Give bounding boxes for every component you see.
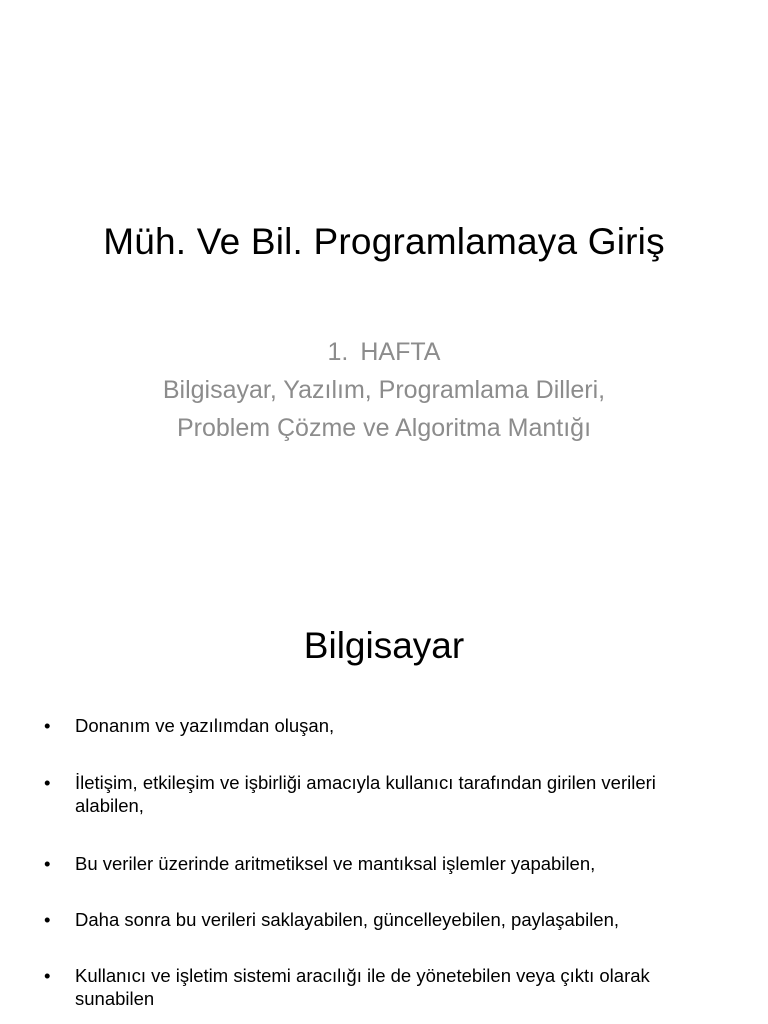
slide-subtitle (0, 333, 768, 447)
list-item (0, 964, 768, 1014)
week-number: 1. (327, 338, 349, 366)
content-slide (0, 576, 768, 1024)
bullet-icon: • (44, 772, 51, 793)
list-item (0, 852, 768, 908)
bullet-icon: • (44, 715, 51, 736)
week-label: HAFTA (360, 338, 441, 366)
bullet-text: Kullanıcı ve işletim sistemi aracılığı ile de yönetebilen veya çıktı olarak sunabilen (75, 965, 650, 1009)
bullet-text: Bu veriler üzerinde aritmetiksel ve mantıksal işlemler yapabilen, (75, 853, 596, 874)
list-item (0, 771, 768, 852)
list-item (0, 714, 768, 771)
bullet-text: İletişim, etkileşim ve işbirliği amacıyla kullanıcı tarafından girilen verileri alabilen, (75, 772, 656, 816)
slide-title: Müh. Ve Bil. Programlamaya Giriş (103, 221, 665, 262)
list-item (0, 908, 768, 964)
week-line (0, 333, 768, 371)
bullet-icon: • (44, 909, 51, 930)
topics-line-1: Bilgisayar, Yazılım, Programlama Dilleri, (162, 376, 606, 404)
bullet-icon: • (44, 853, 51, 874)
bullet-icon: • (44, 965, 51, 986)
topics-line-2: Problem Çözme ve Algoritma Mantığı (176, 414, 592, 442)
bullet-list (0, 714, 768, 1014)
content-slide-title: Bilgisayar (303, 625, 465, 666)
bullet-text: Daha sonra bu verileri saklayabilen, güncelleyebilen, paylaşabilen, (75, 909, 620, 930)
bullet-text: Donanım ve yazılımdan oluşan, (75, 715, 335, 736)
